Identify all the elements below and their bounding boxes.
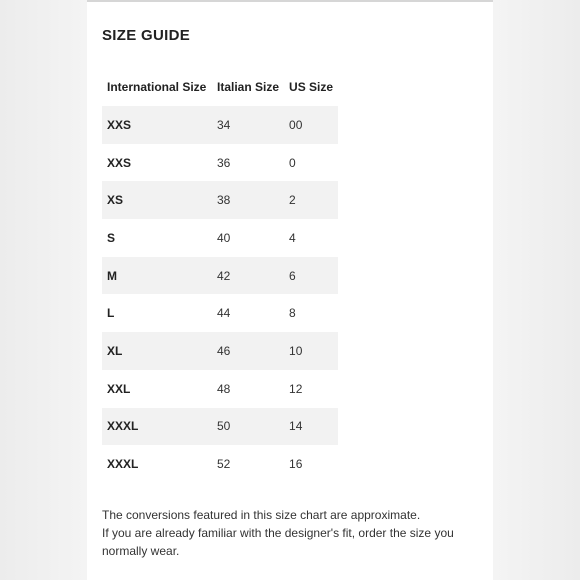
cell-international: S bbox=[107, 230, 116, 245]
cell-italian: 50 bbox=[212, 408, 284, 446]
cell-italian: 38 bbox=[212, 181, 284, 219]
size-guide-notes bbox=[102, 506, 487, 560]
cell-italian: 44 bbox=[217, 306, 231, 321]
background-left bbox=[0, 0, 87, 580]
cell-us: 00 bbox=[284, 106, 338, 144]
cell-international: XXS bbox=[102, 106, 212, 144]
table-row bbox=[102, 181, 338, 219]
size-table bbox=[102, 68, 338, 483]
table-header-row bbox=[102, 68, 338, 106]
cell-us: 8 bbox=[289, 306, 296, 321]
table-row bbox=[102, 106, 338, 144]
cell-international: XL bbox=[102, 332, 212, 370]
table-row bbox=[102, 219, 338, 257]
size-guide-panel[interactable] bbox=[87, 0, 493, 580]
column-header-italian: Italian Size bbox=[217, 80, 280, 94]
table-row bbox=[102, 257, 338, 295]
table-row bbox=[102, 294, 338, 332]
table-row bbox=[102, 370, 338, 408]
cell-international: L bbox=[107, 306, 115, 321]
page-title: SIZE GUIDE bbox=[102, 27, 191, 44]
table-row bbox=[102, 408, 338, 446]
background-right bbox=[493, 0, 580, 580]
cell-us: 0 bbox=[289, 155, 296, 170]
cell-us: 12 bbox=[289, 381, 303, 396]
note-approximate: The conversions featured in this size chart are approximate. bbox=[102, 508, 421, 522]
cell-italian: 40 bbox=[217, 230, 231, 245]
cell-international: XXXL bbox=[102, 408, 212, 446]
cell-us: 14 bbox=[284, 408, 338, 446]
cell-us: 4 bbox=[289, 230, 296, 245]
cell-italian: 42 bbox=[212, 257, 284, 295]
cell-international: XXS bbox=[107, 155, 132, 170]
cell-international: XXXL bbox=[107, 457, 139, 472]
cell-us: 6 bbox=[284, 257, 338, 295]
column-header-international: International Size bbox=[107, 80, 207, 94]
note-designer-fit: If you are already familiar with the designer's fit, order the size you normally wear. bbox=[102, 526, 454, 558]
cell-italian: 46 bbox=[212, 332, 284, 370]
cell-italian: 34 bbox=[212, 106, 284, 144]
cell-italian: 48 bbox=[217, 381, 231, 396]
table-row bbox=[102, 445, 338, 483]
cell-us: 2 bbox=[284, 181, 338, 219]
cell-us: 16 bbox=[289, 457, 303, 472]
cell-international: M bbox=[102, 257, 212, 295]
column-header-us: US Size bbox=[289, 80, 334, 94]
cell-international: XS bbox=[102, 181, 212, 219]
table-row bbox=[102, 332, 338, 370]
cell-us: 10 bbox=[284, 332, 338, 370]
table-row bbox=[102, 144, 338, 182]
cell-italian: 52 bbox=[217, 457, 231, 472]
cell-italian: 36 bbox=[217, 155, 231, 170]
cell-international: XXL bbox=[107, 381, 131, 396]
